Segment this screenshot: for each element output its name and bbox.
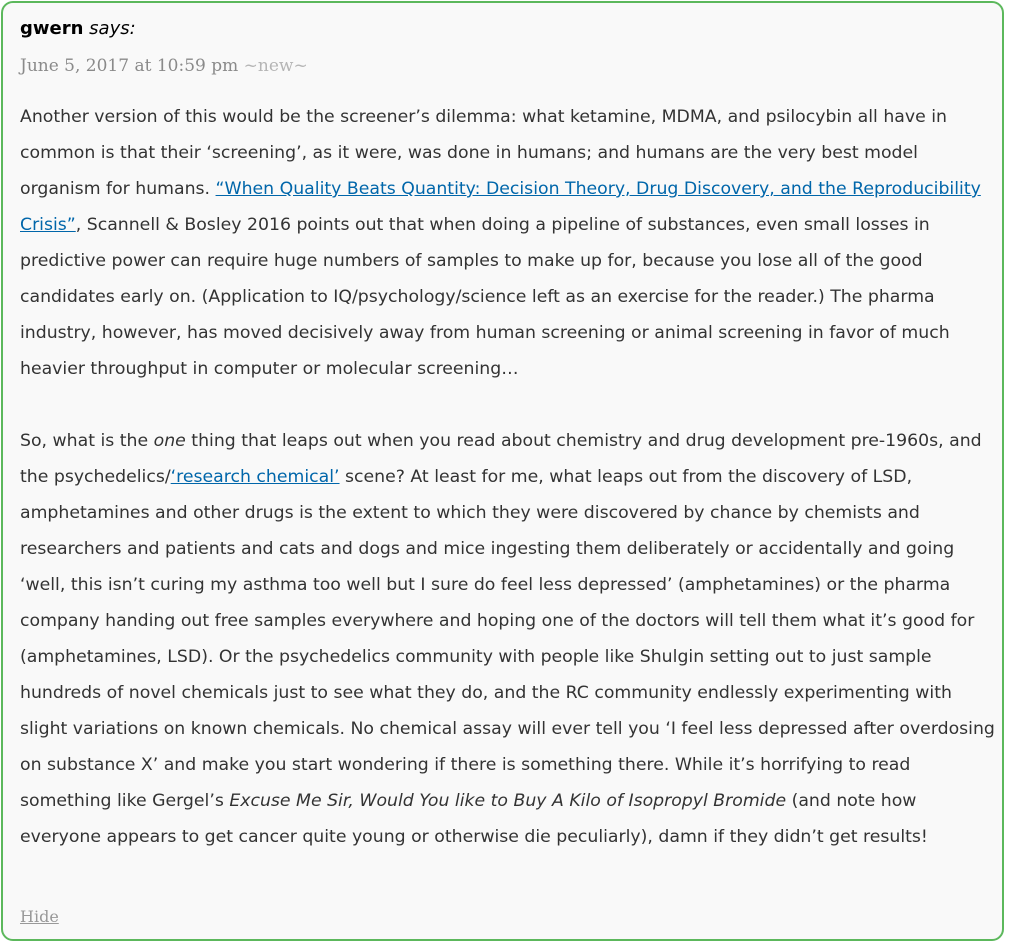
p2-text-4: (and note how everyone appears to get cancer quite young or otherwise die peculiarly), damn if they didn’t get results!	[20, 791, 928, 847]
comment-paragraph-2	[20, 423, 1000, 855]
p1-text-1: Another version of this would be the screener’s dilemma: what ketamine, MDMA, and psilocybin all have in common is that their ‘screening’, as it were, was done in humans; and humans are the very best model organism for humans.	[20, 107, 948, 199]
hide-link[interactable]: Hide	[20, 907, 59, 926]
p2-emphasis-one: one	[153, 431, 186, 451]
p2-text-3: scene? At least for me, what leaps out from the discovery of LSD, amphetamines and other drugs is the extent to which they were discovered by chance by chemists and researchers and patients and cats and dogs and mice ingesting them deliberately or accidentally and going ‘well, this isn’t curing my asthma too well but I sure do feel less depressed’ (amphetamines) or the pharma company handing out free samples everywhere and hoping one of the doctors will tell them what it’s good for (amphetamines, LSD). Or the psychedelics community with people like Shulgin setting out to just sample hundreds of novel chemicals just to see what they do, and the RC community endlessly experimenting with slight variations on known chemicals. No chemical assay will ever tell you ‘I feel less depressed after overdosing on substance X’ and make you start wondering if there is something there. While it’s horrifying to read something like Gergel’s	[20, 467, 995, 811]
comment-date: June 5, 2017 at 10:59 pm	[20, 56, 239, 76]
p2-text-1: So, what is the	[20, 431, 154, 451]
says-label: says:	[89, 18, 136, 39]
new-marker: ~new~	[243, 56, 308, 76]
comment-paragraph-1	[20, 99, 1000, 387]
p2-book-title: Excuse Me Sir, Would You like to Buy A Kilo of Isopropyl Bromide	[229, 791, 787, 811]
comment-card	[1, 1, 1004, 941]
comment-author: gwern	[20, 18, 84, 39]
p2-text-2: thing that leaps out when you read about chemistry and drug development pre-1960s, and the psychedelics/	[20, 431, 982, 487]
comment-body	[20, 99, 1000, 891]
p1-text-2: , Scannell & Bosley 2016 points out that when doing a pipeline of substances, even small losses in predictive power can require huge numbers of samples to make up for, because you lose all of the good candidates early on. (Application to IQ/psychology/science left as an exercise for the reader.) The pharma industry, however, has moved decisively away from human screening or animal screening in favor of much heavier throughput in computer or molecular screening…	[20, 215, 950, 379]
comment-author-line	[20, 18, 136, 39]
research-chemical-link[interactable]: ‘research chemical’	[170, 467, 340, 487]
paper-link[interactable]: “When Quality Beats Quantity: Decision Theory, Drug Discovery, and the Reproducibility Crisis”	[20, 179, 981, 235]
comment-meta	[20, 56, 308, 76]
